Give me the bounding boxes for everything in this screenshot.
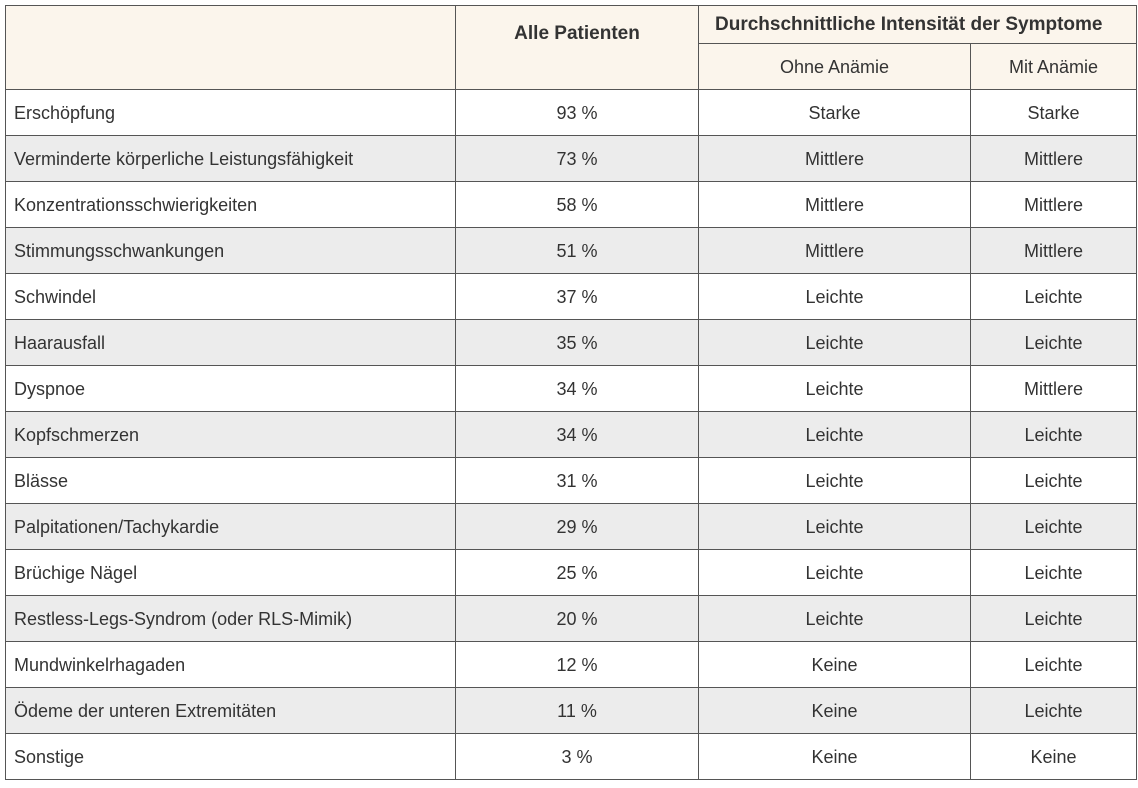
intensity-with-anemia: Leichte	[971, 688, 1137, 734]
intensity-without-anemia: Leichte	[699, 412, 971, 458]
symptom-table-container	[5, 5, 1137, 780]
symptom-percent: 12 %	[456, 642, 699, 688]
table-body	[6, 90, 1137, 780]
intensity-without-anemia: Leichte	[699, 550, 971, 596]
table-header	[6, 6, 1137, 90]
table-row	[6, 596, 1137, 642]
intensity-with-anemia: Leichte	[971, 504, 1137, 550]
intensity-with-anemia: Leichte	[971, 320, 1137, 366]
table-row	[6, 320, 1137, 366]
intensity-without-anemia: Leichte	[699, 366, 971, 412]
symptom-name: Dyspnoe	[6, 366, 456, 412]
table-row	[6, 412, 1137, 458]
table-row	[6, 136, 1137, 182]
table-row	[6, 366, 1137, 412]
table-row	[6, 688, 1137, 734]
intensity-with-anemia: Mittlere	[971, 228, 1137, 274]
symptom-name: Blässe	[6, 458, 456, 504]
symptom-percent: 34 %	[456, 412, 699, 458]
intensity-with-anemia: Leichte	[971, 458, 1137, 504]
header-without-anemia: Ohne Anämie	[699, 44, 971, 90]
intensity-without-anemia: Leichte	[699, 504, 971, 550]
symptom-name: Ödeme der unteren Extremitäten	[6, 688, 456, 734]
symptom-name: Restless-Legs-Syndrom (oder RLS-Mimik)	[6, 596, 456, 642]
table-row	[6, 734, 1137, 780]
intensity-without-anemia: Starke	[699, 90, 971, 136]
table-row	[6, 458, 1137, 504]
intensity-without-anemia: Mittlere	[699, 228, 971, 274]
intensity-with-anemia: Mittlere	[971, 182, 1137, 228]
intensity-without-anemia: Leichte	[699, 458, 971, 504]
header-symptom-intensity: Durchschnittliche Intensität der Symptome	[699, 6, 1137, 44]
symptom-name: Erschöpfung	[6, 90, 456, 136]
intensity-without-anemia: Keine	[699, 734, 971, 780]
symptom-name: Verminderte körperliche Leistungsfähigkeit	[6, 136, 456, 182]
symptom-percent: 58 %	[456, 182, 699, 228]
intensity-without-anemia: Leichte	[699, 320, 971, 366]
symptom-percent: 20 %	[456, 596, 699, 642]
symptom-percent: 34 %	[456, 366, 699, 412]
symptom-name: Kopfschmerzen	[6, 412, 456, 458]
table-row	[6, 550, 1137, 596]
header-empty-cell	[6, 6, 456, 90]
symptom-percent: 51 %	[456, 228, 699, 274]
intensity-without-anemia: Mittlere	[699, 182, 971, 228]
table-row	[6, 228, 1137, 274]
intensity-without-anemia: Keine	[699, 688, 971, 734]
symptom-name: Brüchige Nägel	[6, 550, 456, 596]
symptom-percent: 35 %	[456, 320, 699, 366]
intensity-without-anemia: Leichte	[699, 274, 971, 320]
intensity-with-anemia: Mittlere	[971, 366, 1137, 412]
symptom-percent: 73 %	[456, 136, 699, 182]
intensity-with-anemia: Keine	[971, 734, 1137, 780]
symptom-percent: 25 %	[456, 550, 699, 596]
symptom-name: Sonstige	[6, 734, 456, 780]
intensity-with-anemia: Leichte	[971, 642, 1137, 688]
intensity-with-anemia: Starke	[971, 90, 1137, 136]
table-row	[6, 642, 1137, 688]
table-row	[6, 274, 1137, 320]
intensity-with-anemia: Leichte	[971, 550, 1137, 596]
symptom-name: Schwindel	[6, 274, 456, 320]
symptom-table	[5, 5, 1137, 780]
table-row	[6, 504, 1137, 550]
symptom-name: Konzentrationsschwierigkeiten	[6, 182, 456, 228]
symptom-name: Haarausfall	[6, 320, 456, 366]
intensity-with-anemia: Leichte	[971, 412, 1137, 458]
table-row	[6, 90, 1137, 136]
intensity-with-anemia: Leichte	[971, 274, 1137, 320]
intensity-without-anemia: Leichte	[699, 596, 971, 642]
symptom-name: Stimmungsschwankungen	[6, 228, 456, 274]
intensity-without-anemia: Keine	[699, 642, 971, 688]
symptom-percent: 11 %	[456, 688, 699, 734]
header-with-anemia: Mit Anämie	[971, 44, 1137, 90]
symptom-percent: 3 %	[456, 734, 699, 780]
symptom-percent: 93 %	[456, 90, 699, 136]
intensity-with-anemia: Leichte	[971, 596, 1137, 642]
table-row	[6, 182, 1137, 228]
symptom-name: Palpitationen/Tachykardie	[6, 504, 456, 550]
header-all-patients: Alle Patienten	[456, 6, 699, 90]
symptom-percent: 37 %	[456, 274, 699, 320]
header-row-top	[6, 6, 1137, 44]
symptom-percent: 31 %	[456, 458, 699, 504]
intensity-with-anemia: Mittlere	[971, 136, 1137, 182]
symptom-percent: 29 %	[456, 504, 699, 550]
symptom-name: Mundwinkelrhagaden	[6, 642, 456, 688]
intensity-without-anemia: Mittlere	[699, 136, 971, 182]
